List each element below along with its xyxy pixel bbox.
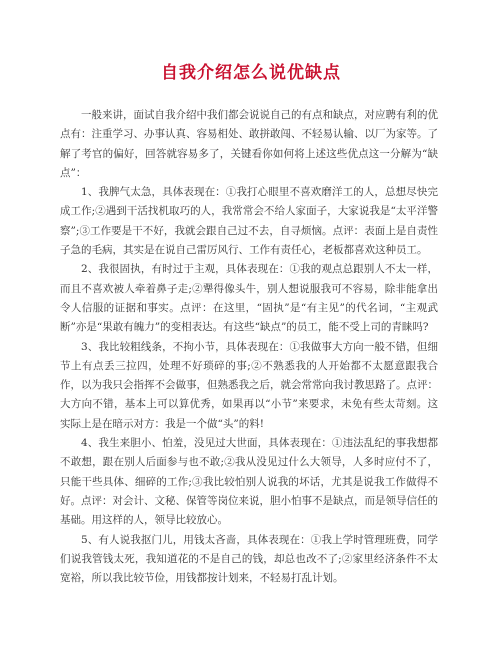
paragraph-intro: 一般来讲，面试自我介绍中我们都会说说自己的有点和缺点，对应聘有利的优点有：注重学习、办事认真、容易相处、敢拼敢闯、不轻易认输、以厂为家等。了解了考官的偏好，回答就容易多了，关键看你如何将上述这些优点这一分解为“缺点”： <box>60 109 438 179</box>
paragraph-3: 3、我比较粗线条，不拘小节，具体表现在：①我做事大方向一般不错，但细节上有点丢三拉四，处理不好琐碎的事;②不熟悉我的人开始都不太愿意跟我合作，以为我只会指挥不会做事，但熟悉我之后，就会常常向我讨教思路了。点评：大方向不错，基本上可以算优秀，如果再以“小节”来要求，未免有些太苛刻。这实际上是在暗示对方：我是一个做“头”的料! <box>60 340 438 430</box>
paragraph-2: 2、我很固执，有时过于主观，具体表现在：①我的观点总跟别人不太一样，而且不喜欢被人牵着鼻子走;②犟得像头牛，别人想说服我可不容易，除非能拿出令人信服的证据和事实。点评：在这里，“固执”是“有主见”的代名词，“主观武断”亦是“果敢有魄力”的变相表达。有这些“缺点”的员工，能不受上司的青睐吗? <box>60 263 438 334</box>
paragraph-5: 5、有人说我抠门儿，用钱太吝啬，具体表现在：①我上学时管理班费，同学们说我管钱太死，我知道花的不是自己的钱，却总也改不了;②家里经济条件不太宽裕，所以我比较节俭，用钱都按计划来，不轻易打乱计划。 <box>60 533 438 585</box>
paragraph-1: 1、我脾气太急，具体表现在：①我打心眼里不喜欢磨洋工的人，总想尽快完成工作;②遇到干活找机取巧的人，我常常会不给人家面子，大家说我是“太平洋警察”;③工作要是干不好，我就会跟自己过不去，自寻烦恼。点评：表面上是自责性子急的毛病，其实是在说自己雷厉风行、工作有责任心，老板都喜欢这种员工。 <box>60 186 438 257</box>
document-title: 自我介绍怎么说优缺点 <box>161 63 341 83</box>
document-body <box>60 106 438 588</box>
paragraph-4: 4、我生来胆小、怕羞，没见过大世面，具体表现在：①违法乱纪的事我想都不敢想，跟在别人后面参与也不敢;②我从没见过什么大领导，人多时应付不了，只能干些具体、细碎的工作;③我比较怕别人说我的坏话，尤其是说我工作做得不好。点评：对会计、文秘、保管等岗位来说，胆小怕事不是缺点，而是领导信任的基础。用这样的人，领导比较放心。 <box>60 437 438 527</box>
